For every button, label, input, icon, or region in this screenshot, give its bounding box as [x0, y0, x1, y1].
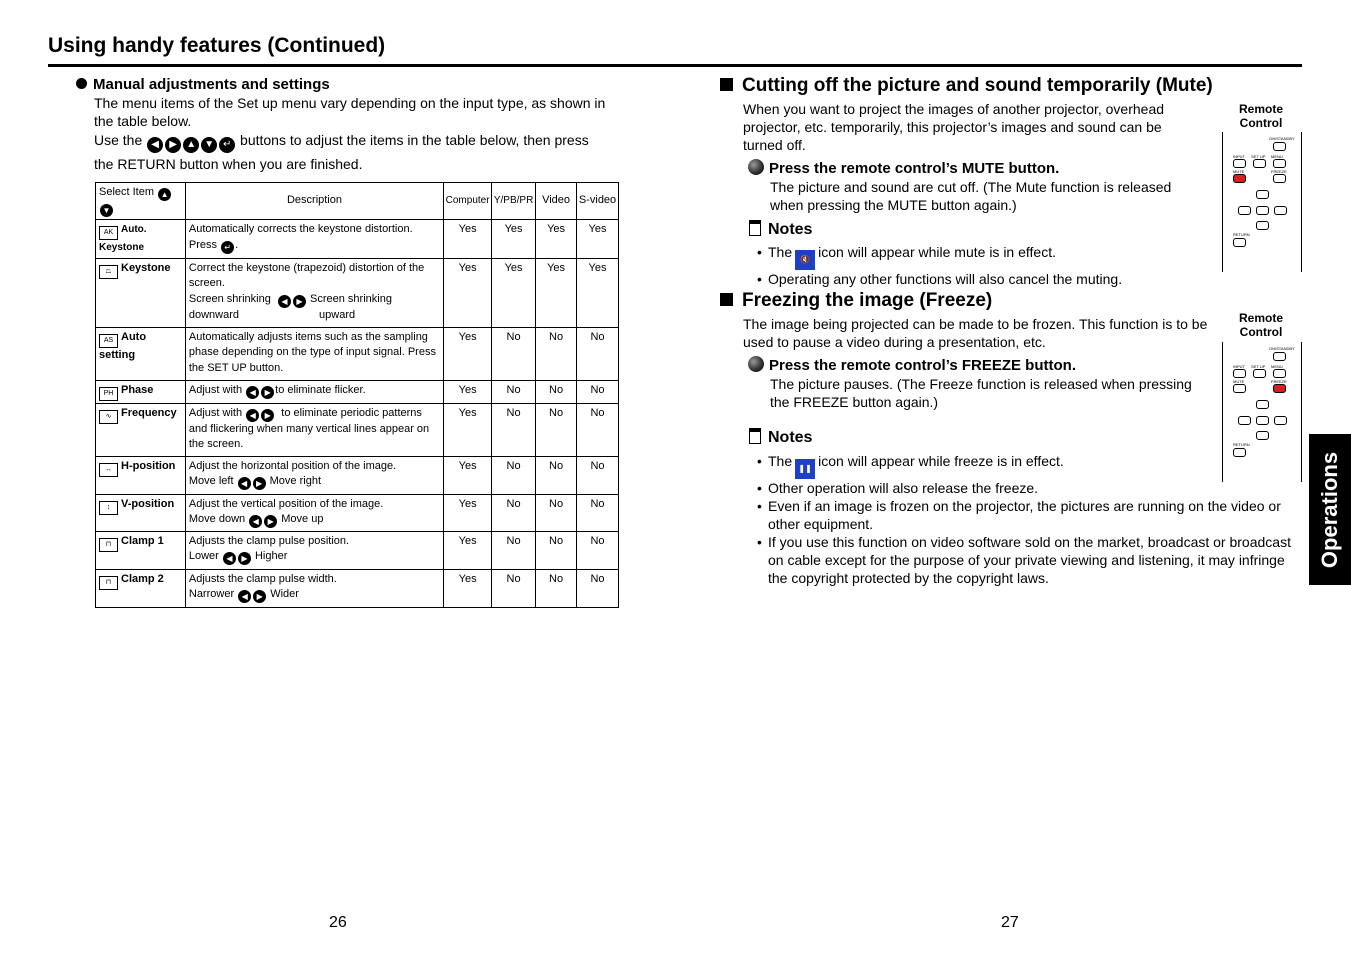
- down-arrow-icon: ▼: [100, 204, 113, 217]
- mute-notes-list: [755, 243, 1215, 288]
- mute-button-icon: [1233, 174, 1246, 183]
- keystone-icon: ⏢: [99, 265, 118, 279]
- freeze-step-description: The picture pauses. (The Freeze function is released when pressing the FREEZE button again.): [770, 376, 1192, 410]
- phase-icon: PH: [99, 387, 118, 401]
- v-position-icon: ↕: [99, 501, 118, 515]
- table-row: ↔ H-position Adjust the horizontal position of the image. Move left ◀ ▶ Move right Yes No No No: [96, 456, 619, 494]
- remote-control-label: Remote Control: [1238, 102, 1283, 130]
- left-arrow-icon: ◀: [238, 590, 251, 603]
- list-item: • The 🔇 icon will appear while mute is in effect.: [755, 243, 1215, 270]
- left-arrow-icon: ◀: [223, 552, 236, 565]
- mute-step-description: The picture and sound are cut off. (The Mute function is released when pressing the MUTE button again.): [770, 179, 1172, 213]
- header-svideo: S-video: [577, 183, 619, 220]
- table-row: ↕ V-position Adjust the vertical position of the image. Move down ◀ ▶ Move up Yes No No No: [96, 494, 619, 531]
- header-select-item: Select Item ▲▼: [96, 183, 186, 220]
- left-arrow-icon: ◀: [249, 515, 262, 528]
- freeze-step: Press the remote control’s FREEZE button.: [748, 356, 1076, 375]
- mute-step: Press the remote control’s MUTE button.: [748, 159, 1059, 178]
- remote-control-illustration-mute: ON/STANDBY INPUT SET UP MENU MUTE FREEZE RETURN: [1222, 132, 1302, 272]
- section-heading: Manual adjustments and settings: [76, 76, 624, 94]
- list-item: • The ❚❚ icon will appear while freeze is in effect.: [755, 452, 1300, 479]
- list-item: • Other operation will also release the freeze.: [755, 479, 1300, 497]
- bullet-circle-icon: [76, 78, 87, 89]
- header-video: Video: [536, 183, 577, 220]
- clamp-1-icon: ⊓: [99, 538, 118, 552]
- freeze-notes-list: [755, 452, 1300, 587]
- side-tab: [1309, 434, 1351, 585]
- up-arrow-icon: ▲: [183, 137, 199, 153]
- adjustments-table: [95, 182, 619, 608]
- enter-icon: ↵: [219, 137, 235, 153]
- mute-screen-icon: 🔇: [795, 250, 815, 270]
- header-computer: Computer: [444, 183, 492, 220]
- right-arrow-icon: ▶: [264, 515, 277, 528]
- up-arrow-icon: ▲: [158, 188, 171, 201]
- list-item: • Operating any other functions will also cancel the muting.: [755, 270, 1215, 288]
- intro-return-line: the RETURN button when you are finished.: [94, 156, 363, 172]
- mute-notes-title: Notes: [749, 220, 812, 239]
- table-row: ⊓ Clamp 2 Adjusts the clamp pulse width. Narrower ◀ ▶ Wider Yes No No No: [96, 569, 619, 607]
- right-arrow-icon: ▶: [293, 295, 306, 308]
- clamp-2-icon: ⊓: [99, 576, 118, 590]
- enter-icon: ↵: [221, 241, 234, 254]
- frequency-icon: ∿: [99, 410, 118, 424]
- left-arrow-icon: ◀: [147, 137, 163, 153]
- mute-intro: When you want to project the images of another projector, overhead projector, etc. temporarily, this projector’s images and sound can be turned off.: [743, 101, 1165, 153]
- notes-icon: [749, 428, 761, 444]
- table-row: AS Auto setting Automatically adjusts items such as the sampling phase depending on the type of input signal. Press the SET UP button. Yes No No No: [96, 327, 619, 380]
- table-row: ⊓ Clamp 1 Adjusts the clamp pulse position. Lower ◀ ▶ Higher Yes No No No: [96, 531, 619, 569]
- list-item: • If you use this function on video software sold on the market, broadcast or broadcast on cable except for the purpose of your private viewing and listening, it may infringe the copyright protected by the copyright laws.: [755, 533, 1300, 587]
- power-button-icon: [1273, 352, 1286, 361]
- freeze-screen-icon: ❚❚: [795, 459, 815, 479]
- page-number-right: 27: [1001, 914, 1019, 931]
- table-row: ∿ Frequency Adjust with ◀ ▶ to eliminate periodic patterns and flickering when many vertical lines appear on the screen. Yes No No No: [96, 403, 619, 456]
- header-description: Description: [185, 183, 443, 220]
- left-arrow-icon: ◀: [238, 477, 251, 490]
- title-divider: [48, 64, 1302, 67]
- table-row: AK Auto. Keystone Automatically corrects the keystone distortion. Press ↵ . Yes Yes Yes Yes: [96, 220, 619, 259]
- header-ypbpr: Y/PB/PR: [492, 183, 536, 220]
- side-tab-label: Operations: [1317, 451, 1342, 568]
- freeze-intro: The image being projected can be made to be frozen. This function is to be used to pause a video during a presentation, etc.: [743, 316, 1208, 350]
- remote-control-illustration-freeze: ON/STANDBY INPUT SET UP MENU MUTE FREEZE RETURN: [1222, 342, 1302, 482]
- intro-text: The menu items of the Set up menu vary depending on the input type, as shown in the table below.: [94, 95, 606, 129]
- page-number-left: 26: [329, 914, 347, 931]
- right-arrow-icon: ▶: [261, 386, 274, 399]
- square-bullet-icon: [720, 78, 733, 91]
- left-arrow-icon: ◀: [278, 295, 291, 308]
- step-ball-icon: [748, 159, 764, 175]
- right-arrow-icon: ▶: [165, 137, 181, 153]
- square-bullet-icon: [720, 293, 733, 306]
- page-title: Using handy features (Continued): [48, 34, 386, 57]
- right-arrow-icon: ▶: [253, 590, 266, 603]
- mute-section-title: Cutting off the picture and sound temporarily (Mute): [720, 75, 1213, 97]
- list-item: • Even if an image is frozen on the projector, the pictures are running on the video or other equipment.: [755, 497, 1300, 533]
- power-button-icon: [1273, 142, 1286, 151]
- left-arrow-icon: ◀: [246, 409, 259, 422]
- left-arrow-icon: ◀: [246, 386, 259, 399]
- step-ball-icon: [748, 356, 764, 372]
- right-arrow-icon: ▶: [238, 552, 251, 565]
- manual-adjustments-section: [76, 76, 624, 173]
- right-arrow-icon: ▶: [261, 409, 274, 422]
- right-arrow-icon: ▶: [253, 477, 266, 490]
- auto-keystone-icon: AK: [99, 226, 118, 240]
- notes-icon: [749, 220, 761, 236]
- h-position-icon: ↔: [99, 463, 118, 477]
- auto-setting-icon: AS: [99, 334, 118, 348]
- intro-buttons-line: Use the ◀ ▶ ▲ ▼ ↵ buttons to adjust the items in the table below, then press: [94, 131, 624, 153]
- table-row: PH Phase Adjust with ◀ ▶ to eliminate flicker. Yes No No No: [96, 380, 619, 403]
- freeze-section-title: Freezing the image (Freeze): [720, 290, 992, 312]
- remote-control-label: Remote Control: [1238, 311, 1283, 339]
- table-header-row: [96, 183, 619, 220]
- freeze-notes-title: Notes: [749, 428, 812, 447]
- down-arrow-icon: ▼: [201, 137, 217, 153]
- freeze-button-icon: [1273, 384, 1286, 393]
- table-row: ⏢ Keystone Correct the keystone (trapezoid) distortion of the screen. Screen shrinking ◀ ▶ Screen shrinking downward upward Yes Yes Yes Yes: [96, 258, 619, 327]
